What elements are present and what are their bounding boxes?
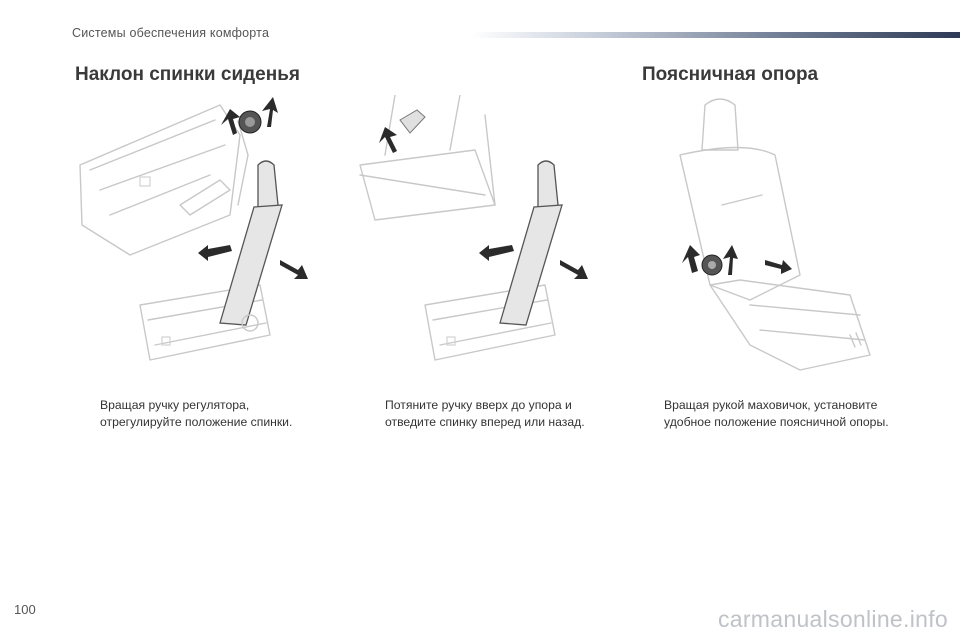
- instruction-step-2: [363, 397, 613, 431]
- chapter-title: Системы обеспечения комфорта: [72, 26, 270, 40]
- instruction-step-1: [78, 397, 328, 431]
- section-title-recline: Наклон спинки сиденья: [75, 64, 300, 85]
- watermark: carmanualsonline.info: [717, 606, 948, 632]
- step-text: Вращая ручку регулятора, отрегулируйте положение спинки.: [100, 398, 293, 429]
- section-title-lumbar: Поясничная опора: [642, 64, 819, 85]
- step-text: Вращая рукой маховичок, установите удобное положение поясничной опоры.: [664, 398, 889, 429]
- illustration-lumbar-support: [650, 95, 890, 390]
- illustration-recline-knob: [70, 95, 335, 385]
- instruction-step-3: [642, 397, 892, 431]
- step-text: Потяните ручку вверх до упора и отведите спинку вперед или назад.: [385, 398, 585, 429]
- illustration-recline-lever: [355, 95, 625, 385]
- chapter-header-bar: [470, 32, 960, 38]
- page-number: 100: [14, 602, 36, 617]
